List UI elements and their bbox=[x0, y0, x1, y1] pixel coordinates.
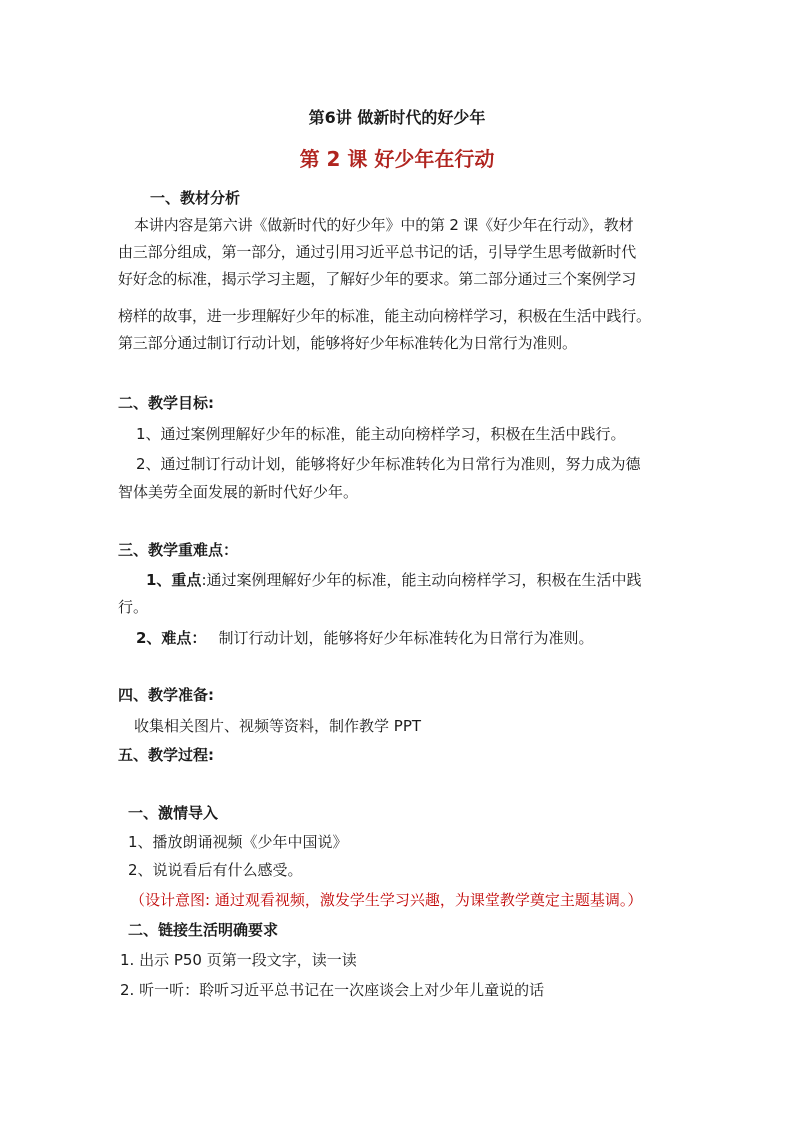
part-heading-life: 二、链接生活明确要求 bbox=[128, 921, 279, 939]
keypoint-line-cont: 行。 bbox=[118, 598, 149, 616]
difficulty-label: 2、难点： bbox=[136, 629, 207, 647]
lesson-title: 第 2 课 好少年在行动 bbox=[299, 147, 495, 171]
goal-line-1: 1、通过案例理解好少年的标准，能主动向榜样学习，积极在生活中践行。 bbox=[136, 425, 626, 443]
section-heading-preparation: 四、教学准备: bbox=[118, 686, 214, 704]
analysis-line-4: 榜样的故事，进一步理解好少年的标准，能主动向榜样学习，积极在生活中践行。 bbox=[118, 307, 651, 325]
preparation-line: 收集相关图片、视频等资料，制作教学 PPT bbox=[134, 717, 422, 735]
life-line-1: 1. 出示 P50 页第一段文字，读一读 bbox=[120, 951, 357, 969]
lecture-title: 第6讲 做新时代的好少年 bbox=[308, 108, 486, 127]
section-heading-keypoints: 三、教学重难点： bbox=[118, 541, 239, 559]
intro-line-2: 2、说说看后有什么感受。 bbox=[128, 861, 303, 879]
life-line-2: 2. 听一听：聆听习近平总书记在一次座谈会上对少年儿童说的话 bbox=[120, 981, 545, 999]
keypoint-text: :通过案例理解好少年的标准，能主动向榜样学习，积极在生活中践 bbox=[201, 571, 642, 589]
goal-line-2: 2、通过制订行动计划，能够将好少年标准转化为日常行为准则，努力成为德 bbox=[136, 455, 641, 473]
difficulty-line bbox=[136, 628, 696, 648]
analysis-line-5: 第三部分通过制订行动计划，能够将好少年标准转化为日常行为准则。 bbox=[118, 334, 577, 352]
section-heading-process: 五、教学过程: bbox=[118, 746, 214, 764]
analysis-line-1: 本讲内容是第六讲《做新时代的好少年》中的第 2 课《好少年在行动》，教材 bbox=[134, 216, 634, 234]
design-intent-note: （设计意图: 通过观看视频，激发学生学习兴趣，为课堂教学奠定主题基调。） bbox=[130, 891, 643, 909]
intro-line-1: 1、播放朗诵视频《少年中国说》 bbox=[128, 833, 348, 851]
keypoint-line bbox=[146, 570, 706, 590]
analysis-line-3: 好好念的标准，揭示学习主题，了解好少年的要求。第二部分通过三个案例学习 bbox=[118, 270, 637, 288]
difficulty-text: 制订行动计划，能够将好少年标准转化为日常行为准则。 bbox=[218, 629, 594, 647]
goal-line-3: 智体美劳全面发展的新时代好少年。 bbox=[118, 483, 359, 501]
keypoint-label: 1、重点 bbox=[146, 571, 202, 589]
analysis-line-2: 由三部分组成，第一部分，通过引用习近平总书记的话，引导学生思考做新时代 bbox=[118, 243, 637, 261]
section-heading-analysis: 一、教材分析 bbox=[150, 189, 241, 207]
part-heading-intro: 一、激情导入 bbox=[128, 804, 219, 822]
section-heading-goals: 二、教学目标: bbox=[118, 394, 214, 412]
